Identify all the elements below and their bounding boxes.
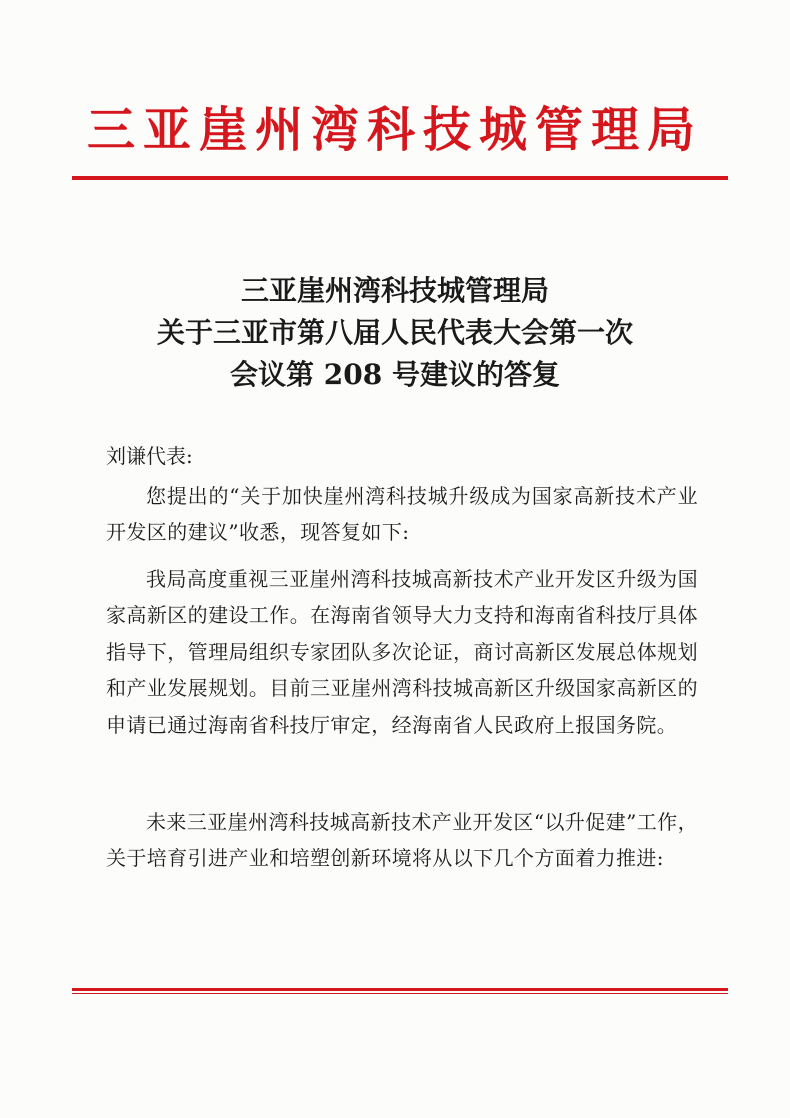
salutation: 刘谦代表:: [106, 444, 193, 468]
document-title-line-3: 会议第 208 号建议的答复: [230, 358, 560, 391]
footer-rule: [72, 988, 728, 991]
letterhead-org-name: 三亚崖州湾科技城管理局: [86, 102, 703, 158]
document-title-line-1: 三亚崖州湾科技城管理局: [240, 274, 549, 307]
body-paragraph: 您提出的“关于加快崖州湾科技城升级成为国家高新技术产业开发区的建议”收悉，现答复如下:: [106, 484, 698, 545]
document-title-line-2: 关于三亚市第八届人民代表大会第一次: [156, 316, 633, 349]
letterhead-rule: [72, 176, 728, 180]
footer-rule-thin: [72, 993, 728, 994]
body-paragraph: 未来三亚崖州湾科技城高新技术产业开发区“以升促建”工作，关于培育引进产业和培塑创新环境将从以下几个方面着力推进:: [106, 810, 698, 871]
body-paragraph: 我局高度重视三亚崖州湾科技城高新技术产业开发区升级为国家高新区的建设工作。在海南省领导大力支持和海南省科技厅具体指导下，管理局组织专家团队多次论证，商讨高新区发展总体规划和产业发展规划。目前三亚崖州湾科技城高新区升级国家高新区的申请已通过海南省科技厅审定，经海南省人民政府上报国务院。: [106, 567, 698, 737]
